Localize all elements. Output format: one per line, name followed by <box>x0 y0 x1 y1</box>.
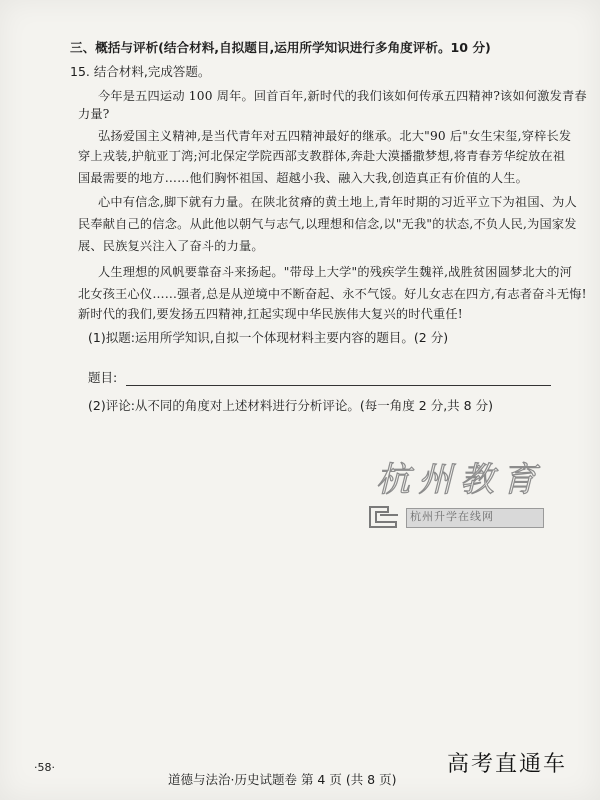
question-number: 15. 结合材料,完成答题。 <box>70 64 211 79</box>
exam-info: 道德与法治·历史试题卷 第 4 页 (共 8 页) <box>168 772 397 787</box>
material-line: 弘扬爱国主义精神,是当代青年对五四精神最好的继承。北大"90 后"女生宋玺,穿梓长发 <box>98 129 572 143</box>
material-line: 北女孩王心仪……强者,总是从逆境中不断奋起、永不气馁。好儿女志在四方,有志者奋斗无悔! <box>78 287 587 301</box>
watermark-subtitle: 杭州升学在线网 <box>410 510 494 523</box>
material-line: 新时代的我们,要发扬五四精神,扛起实现中华民族伟大复兴的时代重任! <box>78 307 463 321</box>
title-answer-line[interactable] <box>126 385 551 386</box>
material-line: 今年是五四运动 100 周年。回首百年,新时代的我们该如何传承五四精神?该如何激发青春 <box>98 89 587 103</box>
watermark-title: 杭州教育 <box>376 460 544 500</box>
material-line: 心中有信念,脚下就有力量。在陕北贫瘠的黄土地上,青年时期的习近平立下为祖国、为人 <box>98 195 577 209</box>
sub-question-1: (1)拟题:运用所学知识,自拟一个体现材料主要内容的题目。(2 分) <box>88 330 449 345</box>
material-line: 力量? <box>78 107 110 121</box>
material-line: 国最需要的地方……他们胸怀祖国、超越小我、融入大我,创造真正有价值的人生。 <box>78 171 529 185</box>
material-line: 人生理想的风帆要靠奋斗来扬起。"带母上大学"的残疾学生魏祥,战胜贫困圆梦北大的河 <box>98 265 573 279</box>
section-heading: 三、概括与评析(结合材料,自拟题目,运用所学知识进行多角度评析。10 分) <box>70 40 491 55</box>
material-line: 展、民族复兴注入了奋斗的力量。 <box>78 239 264 253</box>
material-line: 民奉献自己的信念。从此他以朝气与志气,以理想和信念,以"无我"的状态,不负人民,为国家发 <box>78 217 577 231</box>
watermark-logo-icon <box>366 504 402 530</box>
page-number: ·58· <box>34 761 55 774</box>
brand-text: 高考直通车 <box>447 752 568 777</box>
material-line: 穿上戎装,护航亚丁湾;河北保定学院西部支教群体,奔赴大漠播撒梦想,将青春芳华绽放在祖 <box>78 149 566 163</box>
sub-question-2: (2)评论:从不同的角度对上述材料进行分析评论。(每一角度 2 分,共 8 分) <box>88 398 493 413</box>
title-label: 题目: <box>88 370 118 385</box>
watermark <box>366 448 546 540</box>
